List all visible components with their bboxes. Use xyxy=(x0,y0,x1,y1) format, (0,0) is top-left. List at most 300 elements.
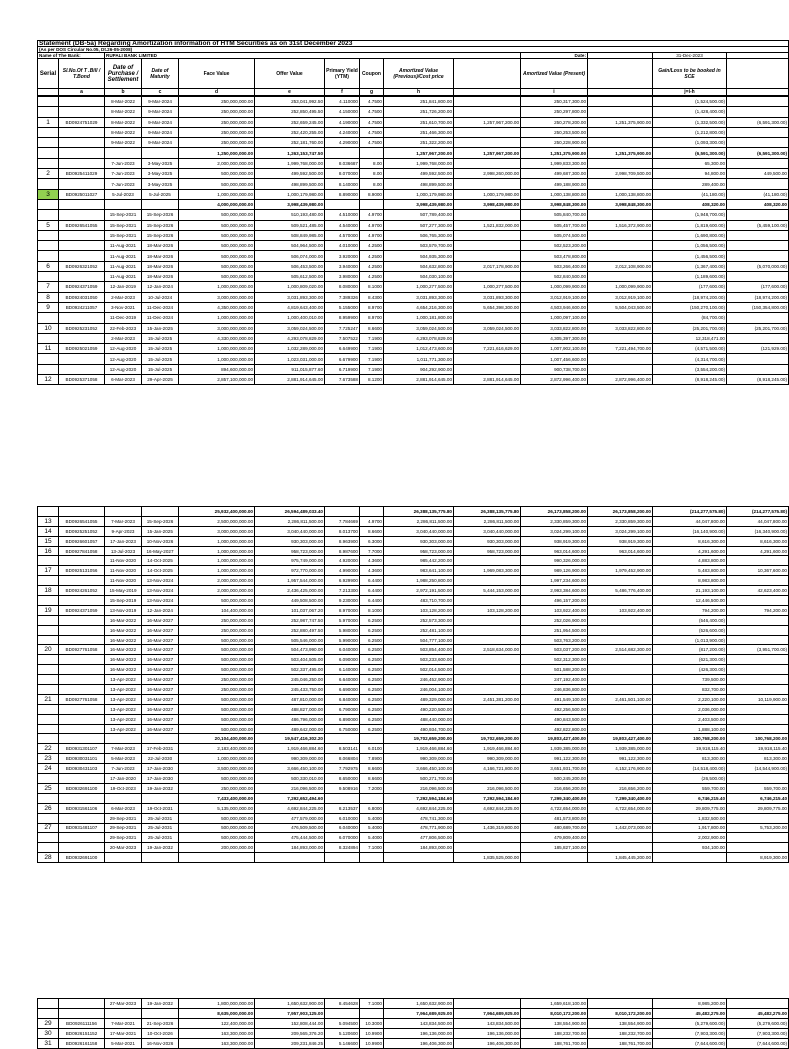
cell-amortized-previous: 252,573,300.00 xyxy=(384,615,454,625)
cell-security-id xyxy=(59,615,105,625)
security-row xyxy=(38,354,789,364)
cell-serial: 1 xyxy=(38,117,59,127)
security-row xyxy=(38,179,789,189)
cell-amortized-previous-total: 1,257,967,200.00 xyxy=(454,117,521,127)
cell-security-id xyxy=(59,127,105,137)
securities-table-2 xyxy=(37,506,789,863)
cell-amortized-previous-total: 4,692,844,225.00 xyxy=(454,803,521,813)
bank-label: Name of The Bank: xyxy=(38,53,105,59)
cell-purchase-date: 11-Nov-2020 xyxy=(105,556,142,566)
cell-offer-value: 911,015,877.60 xyxy=(255,364,325,374)
cell-purchase-date: 3-Nov-2021 xyxy=(105,302,142,312)
cell-offer-value: 930,303,000.00 xyxy=(255,536,325,546)
cell-gain-loss-total: (16,340,900.00) xyxy=(727,526,789,536)
cell-yield: 8.987600 xyxy=(325,546,360,556)
cell-security-id: BD0931561106 xyxy=(59,803,105,813)
cell-face-value: 250,000,000.00 xyxy=(179,117,255,127)
cell-amortized-present: 103,922,400.00 xyxy=(521,605,588,615)
cell-amortized-previous: 498,899,500.00 xyxy=(384,179,454,189)
cell-amortized-present: 991,122,300.00 xyxy=(521,754,588,764)
cell-offer-value: 508,849,985.00 xyxy=(255,230,325,240)
cell-amortized-previous: 251,466,300.00 xyxy=(384,127,454,137)
cell-amortized-present-total: 216,656,200.00 xyxy=(588,783,653,793)
cell-amortized-present: 250,317,300.00 xyxy=(521,97,588,107)
cell-serial xyxy=(38,665,59,675)
security-row xyxy=(38,605,789,615)
cell-serial xyxy=(38,127,59,137)
cell-purchase-date: 7-Jun-2023 xyxy=(105,158,142,168)
cell-security-id xyxy=(59,272,105,282)
cell-amortized-previous: 504,030,100.00 xyxy=(384,272,454,282)
cell-coupon: 5.4000 xyxy=(360,813,384,823)
cell-maturity-date: 25-Jul-2031 xyxy=(142,823,179,833)
cell-amortized-present-total: 188,232,700.00 xyxy=(588,1029,653,1039)
cell-yield: 7.784669 xyxy=(325,516,360,526)
cell-serial: 12 xyxy=(38,375,59,385)
cell-face-value: 500,000,000.00 xyxy=(179,179,255,189)
cell-coupon: 10.9900 xyxy=(360,1039,384,1049)
cell-face-value: 3,000,000,000.00 xyxy=(179,526,255,536)
cell-amortized-present: 250,228,900.00 xyxy=(521,138,588,148)
subtotal-row xyxy=(38,148,789,158)
cell-gain-loss-total: (5,070,000.00) xyxy=(727,261,789,271)
cell-security-id: BD0931481107 xyxy=(59,823,105,833)
cell-offer-value: 252,659,245.00 xyxy=(255,117,325,127)
cell-gain-loss-total xyxy=(727,665,789,675)
cell-offer-value: 486,796,000.00 xyxy=(255,714,325,724)
cell-serial xyxy=(38,1009,59,1019)
security-row xyxy=(38,833,789,843)
cell-amortized-present-total xyxy=(588,354,653,364)
cell-amortized-previous: 7,964,689,925.00 xyxy=(384,1009,454,1019)
cell-amortized-present: 502,312,300.00 xyxy=(521,655,588,665)
cell-gain-loss: 100,768,200.00 xyxy=(653,734,727,744)
cell-amortized-previous-total: 5,444,153,000.00 xyxy=(454,586,521,596)
security-row xyxy=(38,783,789,793)
cell-gain-loss: 45,482,275.00 xyxy=(653,1009,727,1019)
cell-amortized-present-total xyxy=(588,704,653,714)
cell-gain-loss: 2,403,500.00 xyxy=(653,714,727,724)
cell-coupon: 8.6600 xyxy=(360,764,384,774)
cell-amortized-previous-total: 3,031,893,300.00 xyxy=(454,292,521,302)
cell-purchase-date xyxy=(105,853,142,863)
cell-gain-loss: (5,279,600.00) xyxy=(653,1019,727,1029)
cell-yield: 8.013700 xyxy=(325,526,360,536)
cell-amortized-present: 2,330,859,300.00 xyxy=(521,516,588,526)
cell-serial xyxy=(38,333,59,343)
cell-amortized-previous: 1,012,473,600.00 xyxy=(384,344,454,354)
cell-offer-value: 4,293,078,829.00 xyxy=(255,333,325,343)
cell-yield: 4.920000 xyxy=(325,556,360,566)
cell-purchase-date: 7-Jun-2023 xyxy=(105,169,142,179)
cell-gain-loss: 1,888,100.00 xyxy=(653,724,727,734)
cell-gain-loss: (1,367,400.00) xyxy=(653,261,727,271)
cell-serial xyxy=(38,158,59,168)
cell-offer-value: 509,521,485.00 xyxy=(255,220,325,230)
cell-serial: 17 xyxy=(38,566,59,576)
cell-security-id xyxy=(59,833,105,843)
cell-amortized-previous-total: 7,292,594,184.60 xyxy=(454,793,521,803)
cell-amortized-present: 3,033,822,800.00 xyxy=(521,323,588,333)
cell-amortized-present: 963,014,600.00 xyxy=(521,546,588,556)
cell-face-value: 1,800,000,000.00 xyxy=(179,999,255,1009)
letter-i: i xyxy=(521,89,588,96)
cell-serial: 28 xyxy=(38,853,59,863)
cell-maturity-date xyxy=(142,734,179,744)
cell-coupon: 7.1900 xyxy=(360,364,384,374)
cell-offer-value: 506,453,500.00 xyxy=(255,261,325,271)
cell-amortized-previous-total xyxy=(454,724,521,734)
cell-yield: 6.790000 xyxy=(325,704,360,714)
cell-amortized-previous-total xyxy=(454,685,521,695)
cell-maturity-date: 9-Mar-2024 xyxy=(142,138,179,148)
cell-maturity-date: 16-Mar-2027 xyxy=(142,724,179,734)
cell-amortized-previous: 478,741,300.00 xyxy=(384,813,454,823)
security-row xyxy=(38,853,789,863)
cell-purchase-date: 16-Mar-2022 xyxy=(105,615,142,625)
security-row xyxy=(38,189,789,199)
cell-face-value: 250,000,000.00 xyxy=(179,783,255,793)
cell-purchase-date: 13-Apr-2022 xyxy=(105,675,142,685)
cell-security-id xyxy=(59,107,105,117)
cell-amortized-previous: 184,893,000.00 xyxy=(384,843,454,853)
cell-yield xyxy=(325,199,360,209)
cell-serial: 2 xyxy=(38,169,59,179)
cell-amortized-present-total: 1,979,452,900.00 xyxy=(588,566,653,576)
cell-amortized-present-total: 2,872,996,400.00 xyxy=(588,375,653,385)
cell-purchase-date: 15-Sep-2019 xyxy=(105,596,142,606)
cell-serial: 27 xyxy=(38,823,59,833)
cell-maturity-date: 14-Oct-2025 xyxy=(142,566,179,576)
cell-yield: 7.213300 xyxy=(325,586,360,596)
security-row xyxy=(38,1019,789,1029)
cell-amortized-present: 188,232,700.00 xyxy=(521,1029,588,1039)
cell-yield: 8.213537 xyxy=(325,803,360,813)
cell-gain-loss-total xyxy=(727,615,789,625)
cell-purchase-date: 15-Sep-2021 xyxy=(105,210,142,220)
security-row xyxy=(38,526,789,536)
cell-security-id xyxy=(59,354,105,364)
header-offer-value: Offer Value xyxy=(255,59,325,89)
cell-gain-loss: (7,903,300.00) xyxy=(653,1029,727,1039)
security-row xyxy=(38,694,789,704)
cell-maturity-date: 16-Mar-2027 xyxy=(142,625,179,635)
cell-offer-value: 1,032,289,000.00 xyxy=(255,344,325,354)
cell-offer-value: 510,193,480.00 xyxy=(255,210,325,220)
cell-amortized-present: 1,007,456,600.00 xyxy=(521,354,588,364)
cell-maturity-date xyxy=(142,793,179,803)
cell-gain-loss: 19,918,115.40 xyxy=(653,744,727,754)
cell-purchase-date: 9-Apr-2023 xyxy=(105,526,142,536)
cell-offer-value: 2,286,811,500.00 xyxy=(255,516,325,526)
cell-serial xyxy=(38,199,59,209)
cell-amortized-present-total xyxy=(588,625,653,635)
cell-purchase-date: 12-Aug-2020 xyxy=(105,364,142,374)
cell-purchase-date: 8-Mar-2022 xyxy=(105,107,142,117)
cell-maturity-date: 18-Mar-2026 xyxy=(142,272,179,282)
cell-amortized-previous-total: 1,257,967,200.00 xyxy=(454,148,521,158)
cell-security-id xyxy=(59,596,105,606)
cell-gain-loss-total xyxy=(727,138,789,148)
cell-purchase-date: 22-Feb-2023 xyxy=(105,323,142,333)
cell-serial: 20 xyxy=(38,645,59,655)
cell-amortized-present-total xyxy=(588,596,653,606)
cell-security-id: BD0924371059 xyxy=(59,282,105,292)
cell-face-value: 20,104,400,000.00 xyxy=(179,734,255,744)
security-row xyxy=(38,625,789,635)
cell-coupon: 6.2500 xyxy=(360,615,384,625)
cell-purchase-date xyxy=(105,1009,142,1019)
cell-coupon: 6.2500 xyxy=(360,625,384,635)
cell-maturity-date: 22-Jul-2030 xyxy=(142,754,179,764)
cell-security-id: BD0927841058 xyxy=(59,546,105,556)
cell-serial xyxy=(38,704,59,714)
cell-amortized-previous-total: 3,040,440,000.00 xyxy=(454,526,521,536)
page-title: Statement (DB-5a) Regarding Amortization information of HTM Securities as on 31st December 2023 xyxy=(38,41,789,47)
cell-maturity-date: 15-Jul-2025 xyxy=(142,354,179,364)
cell-security-id: BD0926151152 xyxy=(59,1029,105,1039)
cell-amortized-present-total xyxy=(588,843,653,853)
cell-security-id xyxy=(59,158,105,168)
cell-offer-value: 504,473,990.00 xyxy=(255,645,325,655)
date-label: Date: xyxy=(521,53,588,59)
cell-gain-loss-total: (121,929.00) xyxy=(727,344,789,354)
cell-yield: 8.890000 xyxy=(325,189,360,199)
cell-yield: 4.570000 xyxy=(325,230,360,240)
cell-purchase-date: 2-Mar-2023 xyxy=(105,292,142,302)
cell-gain-loss: 94,800.00 xyxy=(653,169,727,179)
cell-gain-loss: 4,291,600.00 xyxy=(653,546,727,556)
cell-amortized-present-total xyxy=(588,97,653,107)
cell-amortized-previous-total: 1,436,319,800.00 xyxy=(454,823,521,833)
cell-gain-loss-total: 794,200.00 xyxy=(727,605,789,615)
cell-purchase-date: 17-Mar-2021 xyxy=(105,1029,142,1039)
cell-serial: 24 xyxy=(38,764,59,774)
cell-amortized-present-total: 103,922,400.00 xyxy=(588,605,653,615)
cell-maturity-date: 19-Oct-2031 xyxy=(142,803,179,813)
cell-maturity-date: 12-Jan-2024 xyxy=(142,282,179,292)
cell-amortized-previous: 4,654,216,300.00 xyxy=(384,302,454,312)
cell-amortized-present: 250,253,500.00 xyxy=(521,127,588,137)
cell-yield xyxy=(325,853,360,863)
cell-yield: 7.792975 xyxy=(325,764,360,774)
cell-security-id xyxy=(59,665,105,675)
cell-gain-loss-total: 8,919,300.00 xyxy=(727,853,789,863)
cell-security-id: BD0924261052 xyxy=(59,586,105,596)
cell-gain-loss: 559,700.00 xyxy=(653,783,727,793)
letter-blank-1 xyxy=(454,89,521,96)
cell-security-id xyxy=(59,179,105,189)
cell-yield: 6.040000 xyxy=(325,823,360,833)
cell-amortized-previous: 507,789,400.00 xyxy=(384,210,454,220)
cell-maturity-date: 10-Nov-2026 xyxy=(142,536,179,546)
cell-amortized-present: 1,000,099,900.00 xyxy=(521,282,588,292)
cell-gain-loss-total xyxy=(727,127,789,137)
security-row xyxy=(38,261,789,271)
cell-amortized-previous-total xyxy=(454,138,521,148)
security-row xyxy=(38,323,789,333)
cell-gain-loss: 8,616,300.00 xyxy=(653,536,727,546)
cell-gain-loss: 2,036,000.00 xyxy=(653,704,727,714)
cell-amortized-previous: 503,579,700.00 xyxy=(384,241,454,251)
cell-gain-loss: 832,700.00 xyxy=(653,685,727,695)
cell-amortized-previous: 1,000,179,980.00 xyxy=(384,189,454,199)
cell-amortized-previous: 985,442,200.00 xyxy=(384,556,454,566)
cell-offer-value: 19,547,416,302.20 xyxy=(255,734,325,744)
cell-maturity-date: 18-Mar-2026 xyxy=(142,241,179,251)
cell-face-value: 500,000,000.00 xyxy=(179,714,255,724)
cell-amortized-previous: 19,702,659,200.00 xyxy=(384,734,454,744)
cell-gain-loss: (3,554,200.00) xyxy=(653,364,727,374)
cell-maturity-date: 19-Jan-2032 xyxy=(142,843,179,853)
security-row xyxy=(38,364,789,374)
cell-yield: 8.070000 xyxy=(325,169,360,179)
cell-gain-loss-total: 19,918,115.40 xyxy=(727,744,789,754)
cell-coupon: 8.00 xyxy=(360,158,384,168)
cell-amortized-present-total: 3,012,919,100.00 xyxy=(588,292,653,302)
cell-amortized-previous-total xyxy=(454,97,521,107)
cell-gain-loss-total xyxy=(727,354,789,364)
cell-face-value: 500,000,000.00 xyxy=(179,635,255,645)
cell-amortized-present-total xyxy=(588,714,653,724)
cell-coupon: 8.6600 xyxy=(360,774,384,784)
cell-amortized-previous-total xyxy=(454,833,521,843)
cell-maturity-date: 14-Oct-2025 xyxy=(142,556,179,566)
cell-yield: 5.094500 xyxy=(325,1019,360,1029)
cell-face-value: 1,000,000,000.00 xyxy=(179,556,255,566)
cell-amortized-present-total: 19,803,427,400.00 xyxy=(588,734,653,744)
cell-maturity-date: 16-Mar-2027 xyxy=(142,655,179,665)
cell-coupon: 4.9700 xyxy=(360,220,384,230)
cell-maturity-date: 18-Mar-2026 xyxy=(142,261,179,271)
cell-amortized-previous: 3,666,450,100.00 xyxy=(384,764,454,774)
cell-coupon: 6.2500 xyxy=(360,714,384,724)
cell-amortized-present: 7,299,340,400.00 xyxy=(521,793,588,803)
security-row xyxy=(38,241,789,251)
cell-amortized-previous: 3,059,024,500.00 xyxy=(384,323,454,333)
cell-purchase-date: 6-Mar-2023 xyxy=(105,803,142,813)
cell-purchase-date: 16-Mar-2022 xyxy=(105,665,142,675)
cell-face-value: 8,635,000,000.00 xyxy=(179,1009,255,1019)
security-row xyxy=(38,333,789,343)
cell-security-id: BD0925371058 xyxy=(59,375,105,385)
cell-security-id xyxy=(59,724,105,734)
cell-face-value: 4,330,000,000.00 xyxy=(179,333,255,343)
letter-h: h xyxy=(384,89,454,96)
cell-offer-value: 209,231,846.25 xyxy=(255,1039,325,1049)
cell-amortized-previous-total: 4,166,721,800.00 xyxy=(454,764,521,774)
cell-coupon: 6.3000 xyxy=(360,536,384,546)
cell-maturity-date: 10-Oct-2026 xyxy=(142,1029,179,1039)
cell-gain-loss: 12,446,500.00 xyxy=(653,596,727,606)
cell-face-value: 4,350,000,000.00 xyxy=(179,302,255,312)
subtotal-row xyxy=(38,1009,789,1019)
cell-gain-loss: 1,832,500.00 xyxy=(653,813,727,823)
cell-gain-loss: 12,318,471.00 xyxy=(653,333,727,343)
cell-amortized-previous-total: 1,000,277,500.00 xyxy=(454,282,521,292)
header-blank-2 xyxy=(588,59,653,89)
cell-gain-loss-total xyxy=(727,241,789,251)
cell-purchase-date: 17-Jan-2020 xyxy=(105,774,142,784)
cell-gain-loss-total xyxy=(727,833,789,843)
cell-offer-value: 252,987,747.50 xyxy=(255,615,325,625)
cell-amortized-present: 3,998,848,300.00 xyxy=(521,199,588,209)
cell-amortized-present-total xyxy=(588,313,653,323)
cell-amortized-previous: 504,935,300.00 xyxy=(384,251,454,261)
cell-amortized-previous: 930,303,000.00 xyxy=(384,536,454,546)
security-row xyxy=(38,685,789,695)
cell-amortized-previous-total xyxy=(454,179,521,189)
letter-d: d xyxy=(179,89,255,96)
header-face-value: Face Value xyxy=(179,59,255,89)
cell-serial xyxy=(38,230,59,240)
cell-amortized-present: 505,457,700.00 xyxy=(521,220,588,230)
cell-maturity-date: 11-Dec-2024 xyxy=(142,313,179,323)
cell-amortized-present-total xyxy=(588,675,653,685)
cell-face-value: 3,000,000,000.00 xyxy=(179,323,255,333)
cell-amortized-previous-total xyxy=(454,333,521,343)
cell-coupon: 5.4000 xyxy=(360,823,384,833)
cell-gain-loss: (426,300.00) xyxy=(653,665,727,675)
cell-security-id: BD0925021059 xyxy=(59,344,105,354)
cell-security-id: BD0930431103 xyxy=(59,764,105,774)
cell-amortized-previous-total: 1,969,083,300.00 xyxy=(454,566,521,576)
cell-purchase-date: 13-Apr-2022 xyxy=(105,724,142,734)
cell-offer-value: 1,000,179,980.00 xyxy=(255,189,325,199)
cell-amortized-present-total: 3,024,299,100.00 xyxy=(588,526,653,536)
cell-serial xyxy=(38,138,59,148)
cell-serial xyxy=(38,655,59,665)
cell-purchase-date: 8-Mar-2022 xyxy=(105,127,142,137)
cell-amortized-previous: 983,641,100.00 xyxy=(384,566,454,576)
cell-gain-loss: (1,332,500.00) xyxy=(653,117,727,127)
cell-yield: 4.110000 xyxy=(325,97,360,107)
cell-amortized-present: 491,549,100.00 xyxy=(521,694,588,704)
cell-gain-loss-total xyxy=(727,813,789,823)
cell-amortized-present-total xyxy=(588,576,653,586)
cell-face-value: 1,000,000,000.00 xyxy=(179,566,255,576)
cell-purchase-date: 7-Mar-2021 xyxy=(105,1019,142,1029)
cell-security-id xyxy=(59,251,105,261)
security-row xyxy=(38,251,789,261)
cell-offer-value: 1,999,768,000.00 xyxy=(255,158,325,168)
cell-offer-value: 209,565,376.20 xyxy=(255,1029,325,1039)
cell-purchase-date xyxy=(105,507,142,517)
security-row xyxy=(38,843,789,853)
cell-offer-value: 252,181,760.00 xyxy=(255,138,325,148)
cell-offer-value: 477,579,000.00 xyxy=(255,813,325,823)
header-amortized-previous: Amortized Value (Previous)/Cost price xyxy=(384,59,454,89)
cell-coupon: 7.1000 xyxy=(360,843,384,853)
cell-serial: 10 xyxy=(38,323,59,333)
cell-security-id: BD0930031101 xyxy=(59,754,105,764)
cell-maturity-date: 13-Nov-2024 xyxy=(142,586,179,596)
cell-serial: 21 xyxy=(38,694,59,704)
security-row xyxy=(38,586,789,596)
cell-gain-loss-total xyxy=(727,179,789,189)
cell-serial xyxy=(38,714,59,724)
cell-amortized-present-total xyxy=(588,107,653,117)
cell-amortized-previous-total xyxy=(454,813,521,823)
cell-gain-loss: 934,100.00 xyxy=(653,843,727,853)
cell-amortized-present-total: 2,012,108,900.00 xyxy=(588,261,653,271)
cell-face-value: 2,500,000,000.00 xyxy=(179,516,255,526)
cell-amortized-present-total: 963,014,600.00 xyxy=(588,546,653,556)
date-value: 31-Dec-2023 xyxy=(653,53,727,59)
cell-amortized-present: 250,278,200.00 xyxy=(521,117,588,127)
cell-gain-loss: 289,400.00 xyxy=(653,179,727,189)
cell-amortized-previous: 504,777,100.00 xyxy=(384,635,454,645)
